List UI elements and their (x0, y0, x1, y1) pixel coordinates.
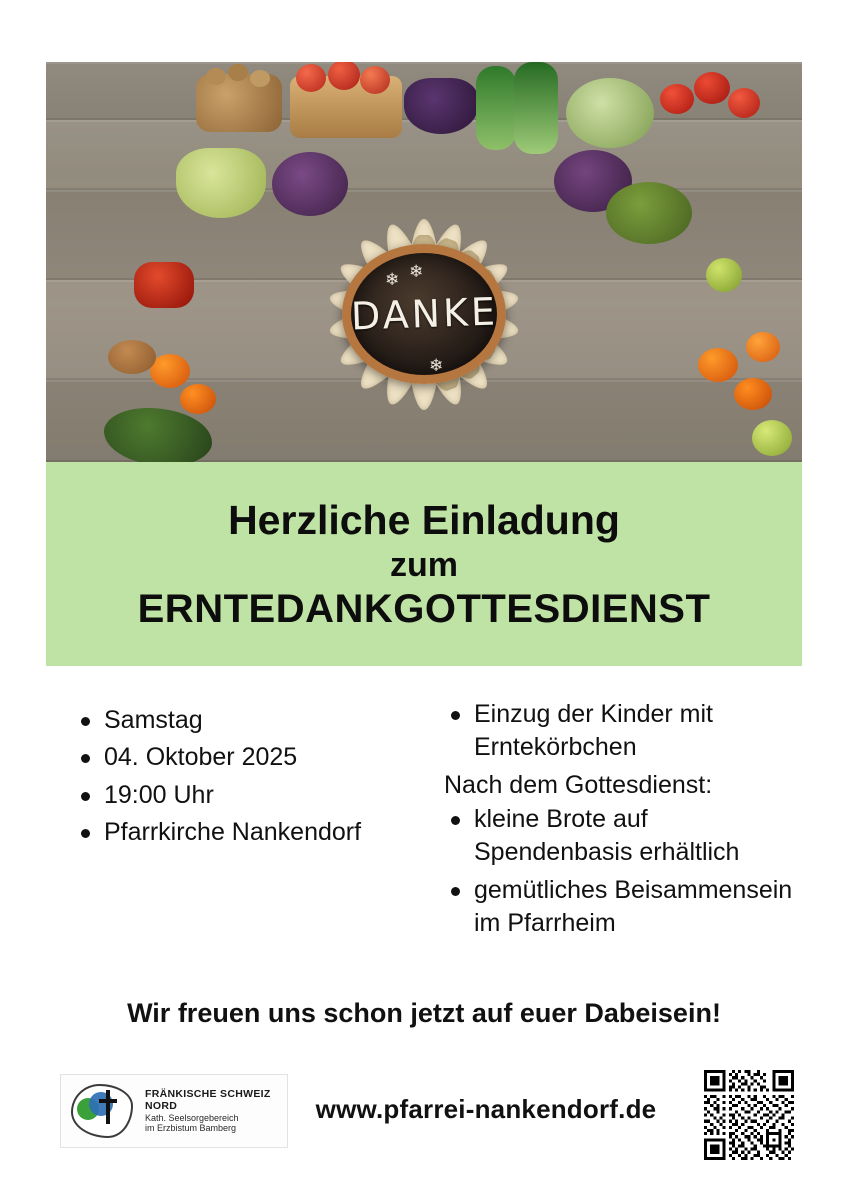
walnut (250, 70, 270, 87)
parish-logo (60, 1074, 288, 1148)
potato (108, 340, 156, 374)
tomato (660, 84, 694, 114)
tomato (728, 88, 760, 118)
seed-bowl (342, 244, 506, 384)
corn-sunflower (259, 149, 589, 462)
danke-word: DANKE (349, 289, 499, 339)
details-column-programme (444, 690, 802, 980)
harvest-produce-photo (46, 62, 802, 462)
apple (296, 64, 326, 92)
grapes-green (176, 148, 266, 218)
after-service-note: Nach dem Gottesdienst: (444, 770, 713, 799)
qr-code[interactable] (704, 1070, 794, 1160)
apple (706, 258, 742, 292)
details-column-when-where (46, 690, 444, 980)
flower-decoration-icon: ❄ (385, 270, 400, 289)
event-details (46, 690, 802, 980)
list-item: 19:00 Uhr (74, 779, 444, 812)
parish-logo-text (145, 1089, 281, 1133)
parish-logo-icon (67, 1080, 141, 1142)
programme-list-bottom (444, 803, 802, 940)
website-url[interactable]: www.pfarrei-nankendorf.de (315, 1094, 657, 1124)
logo-line-1: FRÄNKISCHE SCHWEIZ NORD (145, 1088, 271, 1112)
invitation-headline: Herzliche Einladung (228, 496, 620, 543)
list-item: Einzug der Kinder mit Erntekörbchen (444, 698, 802, 765)
physalis (150, 354, 190, 388)
leek (476, 66, 516, 150)
apple (752, 420, 792, 456)
cabbage (566, 78, 654, 148)
list-item: gemütliches Beisammensein im Pfarrheim (444, 874, 802, 941)
physalis (734, 378, 772, 410)
closing-line: Wir freuen uns schon jetzt auf euer Dabeisein! (127, 998, 721, 1028)
pepper (134, 262, 194, 308)
walnut (206, 68, 226, 85)
squash (606, 182, 692, 244)
list-item: Pfarrkirche Nankendorf (74, 816, 444, 849)
physalis (180, 384, 216, 414)
leek (514, 62, 558, 154)
programme-list-top (444, 698, 802, 765)
invitation-title-band (46, 462, 802, 666)
logo-line-2: Kath. Seelsorgebereich (145, 1112, 239, 1123)
event-name: ERNTEDANKGOTTESDIENST (137, 586, 711, 631)
flower-decoration-icon: ❄ (429, 356, 444, 375)
flower-decoration-icon: ❄ (409, 262, 424, 281)
cross-icon (97, 1090, 119, 1124)
physalis (698, 348, 738, 382)
tomato (694, 72, 730, 104)
physalis (746, 332, 780, 362)
poster-footer (46, 1068, 802, 1166)
list-item: kleine Brote auf Spendenbasis erhältlich (444, 803, 802, 870)
logo-line-3: im Erzbistum Bamberg (145, 1122, 237, 1133)
invitation-subheadline: zum (390, 545, 458, 584)
when-where-list (74, 704, 444, 849)
apple (360, 66, 390, 94)
qr-code-icon (704, 1070, 794, 1160)
list-item: Samstag (74, 704, 444, 737)
list-item: 04. Oktober 2025 (74, 741, 444, 774)
walnut (228, 64, 248, 81)
grapes-purple (404, 78, 478, 134)
